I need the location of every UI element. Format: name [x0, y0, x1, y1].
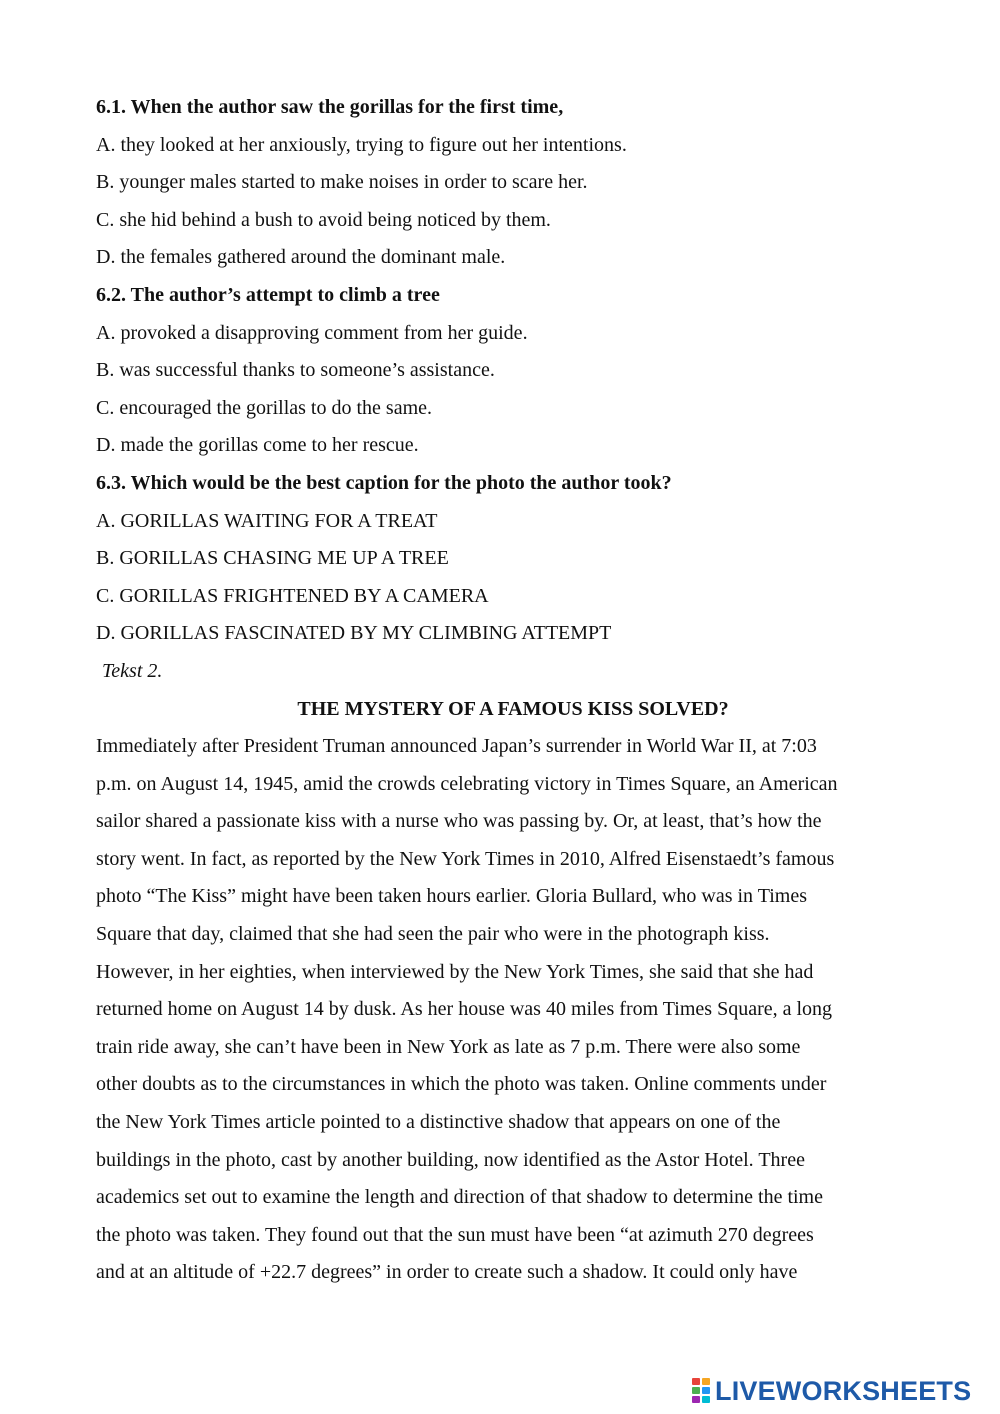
answer-option: B. GORILLAS CHASING ME UP A TREE [96, 547, 449, 570]
answer-option: C. encouraged the gorillas to do the same. [96, 396, 433, 419]
question-title: 6.1. When the author saw the gorillas for the first time, [96, 96, 564, 118]
question-6-1 [96, 89, 916, 277]
article-line: story went. In fact, as reported by the New York Times in 2010, Alfred Eisenstaedt’s famous [96, 847, 835, 870]
liveworksheets-logo-icon [692, 1378, 712, 1404]
article-line: train ride away, she can’t have been in New York as late as 7 p.m. There were also some [96, 1035, 801, 1058]
article-line: p.m. on August 14, 1945, amid the crowds celebrating victory in Times Square, an American [96, 772, 838, 795]
answer-option: D. GORILLAS FASCINATED BY MY CLIMBING ATTEMPT [96, 622, 612, 645]
answer-option: A. GORILLAS WAITING FOR A TREAT [96, 509, 438, 532]
article-title: THE MYSTERY OF A FAMOUS KISS SOLVED? [297, 697, 729, 720]
article-line: the photo was taken. They found out that the sun must have been “at azimuth 270 degrees [96, 1223, 814, 1246]
question-title: 6.2. The author’s attempt to climb a tree [96, 283, 440, 306]
answer-option: A. they looked at her anxiously, trying to figure out her intentions. [96, 133, 627, 156]
article-line: the New York Times article pointed to a distinctive shadow that appears on one of the [96, 1111, 781, 1134]
worksheet-page [96, 89, 916, 1292]
article-line: other doubts as to the circumstances in which the photo was taken. Online comments under [96, 1073, 827, 1096]
answer-option: C. she hid behind a bush to avoid being noticed by them. [96, 208, 551, 231]
article-body [96, 728, 916, 1292]
answer-option: C. GORILLAS FRIGHTENED BY A CAMERA [96, 584, 489, 607]
question-title: 6.3. Which would be the best caption for the photo the author took? [96, 471, 672, 494]
article-line: photo “The Kiss” might have been taken hours earlier. Gloria Bullard, who was in Times [96, 885, 807, 908]
liveworksheets-logo[interactable] [692, 1374, 971, 1408]
answer-option: A. provoked a disapproving comment from her guide. [96, 321, 528, 344]
article-line: buildings in the photo, cast by another building, now identified as the Astor Hotel. Three [96, 1148, 805, 1171]
logo-text: LIVEWORKSHEETS [715, 1375, 972, 1406]
answer-option: B. was successful thanks to someone’s assistance. [96, 359, 495, 382]
answer-option: B. younger males started to make noises in order to scare her. [96, 171, 588, 194]
article-line: and at an altitude of +22.7 degrees” in order to create such a shadow. It could only have [96, 1261, 798, 1284]
article-line: academics set out to examine the length and direction of that shadow to determine the time [96, 1186, 823, 1209]
answer-option: D. the females gathered around the dominant male. [96, 246, 506, 269]
question-6-3 [96, 465, 916, 653]
answer-option: D. made the gorillas come to her rescue. [96, 434, 419, 457]
article-line: Square that day, claimed that she had seen the pair who were in the photograph kiss. [96, 923, 770, 946]
article-line: returned home on August 14 by dusk. As her house was 40 miles from Times Square, a long [96, 998, 833, 1021]
text-label: Tekst 2. [102, 659, 163, 682]
article-line: However, in her eighties, when interviewed by the New York Times, she said that she had [96, 960, 814, 983]
article-line: sailor shared a passionate kiss with a nurse who was passing by. Or, at least, that’s how the [96, 810, 822, 833]
article-line: Immediately after President Truman announced Japan’s surrender in World War II, at 7:03 [96, 735, 817, 758]
question-6-2 [96, 277, 916, 465]
